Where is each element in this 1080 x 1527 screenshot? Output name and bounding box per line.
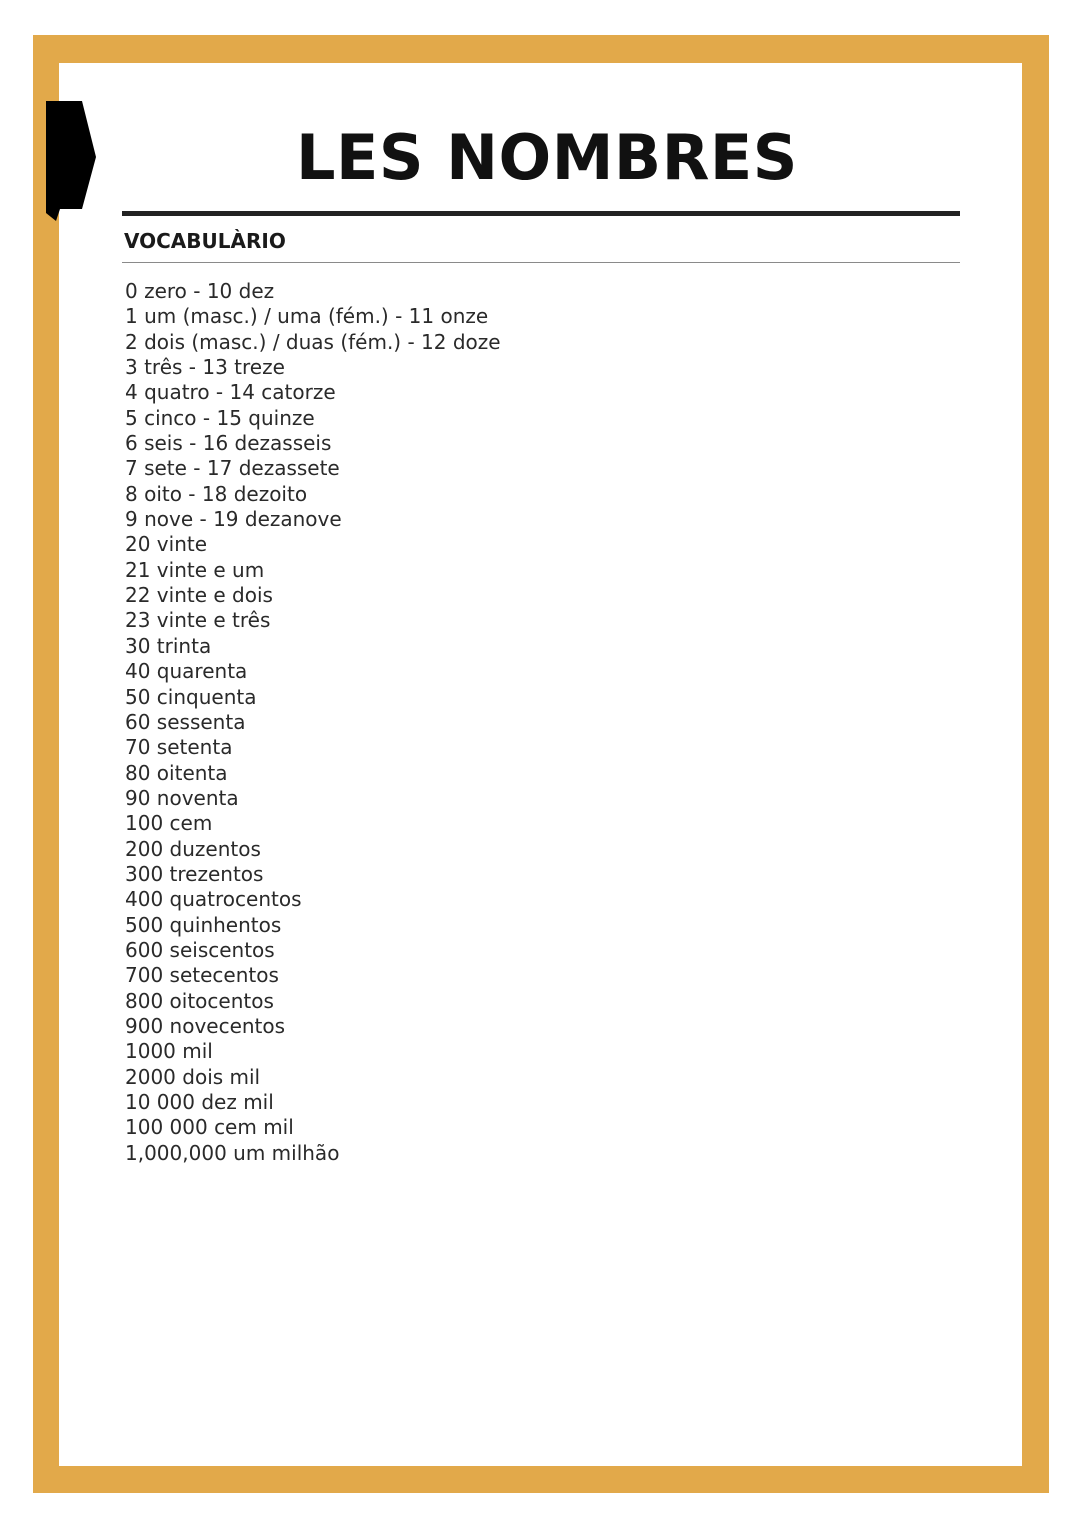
vocabulary-item: 1000 mil: [125, 1039, 213, 1064]
vocabulary-item: 10 000 dez mil: [125, 1090, 274, 1114]
bookmark-tab-icon: [46, 101, 96, 221]
vocabulary-item: 7 sete - 17 dezassete: [125, 456, 340, 481]
vocabulary-item: 6 seis - 16 dezasseis: [125, 431, 332, 456]
vocabulary-item: 5 cinco - 15 quinze: [125, 405, 315, 430]
vocabulary-item: 1,000,000 um milhão: [125, 1140, 340, 1165]
vocabulary-item: 400 quatrocentos: [125, 887, 302, 912]
vocabulary-item: 500 quinhentos: [125, 912, 282, 937]
vocabulary-item: 8 oito - 18 dezoito: [125, 481, 308, 506]
vocabulary-item: 21 vinte e um: [125, 557, 265, 582]
vocabulary-item: 23 vinte e três: [125, 608, 271, 633]
vocabulary-item: 1 um (masc.) / uma (fém.) - 11 onze: [125, 304, 489, 329]
vocabulary-item: 2 dois (masc.) / duas (fém.) - 12 doze: [125, 329, 501, 354]
vocabulary-item: 80 oitenta: [125, 760, 228, 785]
vocabulary-item: 900 novecentos: [125, 1013, 286, 1038]
vocabulary-item: 20 vinte: [125, 532, 208, 557]
vocabulary-item: 30 trinta: [125, 633, 212, 658]
vocabulary-item: 200 duzentos: [125, 836, 261, 861]
vocabulary-item: 2000 dois mil: [125, 1064, 261, 1089]
vocabulary-item: 50 cinquenta: [125, 684, 257, 709]
vocabulary-item: 90 noventa: [125, 785, 239, 810]
vocabulary-item: 800 oitocentos: [125, 988, 274, 1013]
vocabulary-item: 40 quarenta: [125, 659, 248, 684]
vocabulary-list: [125, 279, 501, 1166]
vocabulary-item: 60 sessenta: [125, 709, 246, 734]
vocabulary-item: 100 cem: [125, 811, 213, 836]
vocabulary-item: 600 seiscentos: [125, 937, 275, 962]
vocabulary-item: 0 zero - 10 dez: [125, 279, 275, 303]
vocabulary-item: 100 000 cem mil: [125, 1115, 294, 1140]
section-divider: [122, 262, 960, 263]
vocabulary-item: 22 vinte e dois: [125, 583, 273, 608]
title-divider: [122, 211, 960, 216]
section-heading: VOCABULÀRIO: [124, 229, 286, 253]
page-title: LES NOMBRES: [296, 121, 798, 194]
vocabulary-item: 3 três - 13 treze: [125, 355, 285, 380]
vocabulary-item: 9 nove - 19 dezanove: [125, 507, 342, 532]
vocabulary-item: 300 trezentos: [125, 861, 264, 886]
vocabulary-item: 70 setenta: [125, 735, 233, 760]
vocabulary-item: 700 setecentos: [125, 963, 279, 988]
vocabulary-item: 4 quatro - 14 catorze: [125, 380, 336, 405]
